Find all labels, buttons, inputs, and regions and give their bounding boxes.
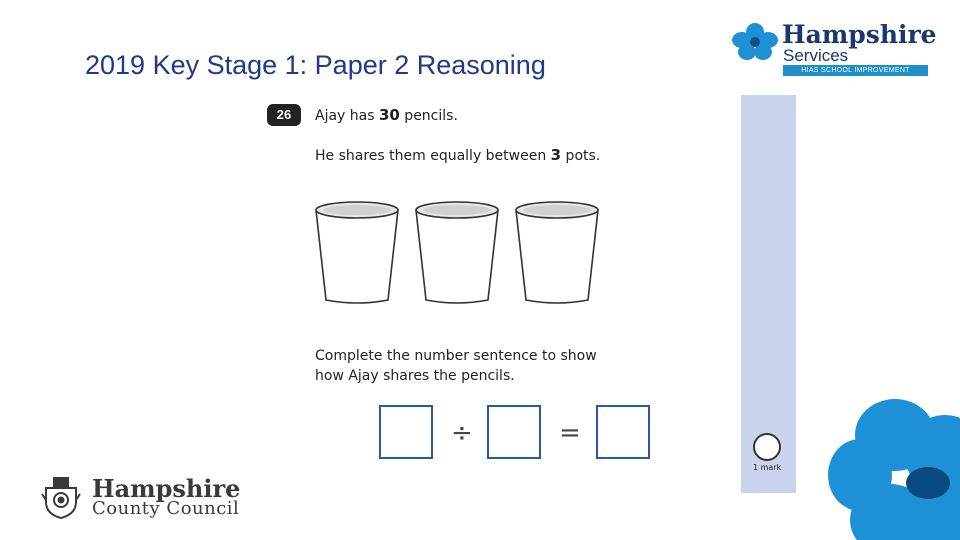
council-logo-sub: County Council xyxy=(92,498,240,519)
question-number-value: 30 xyxy=(378,106,400,124)
mark-circle xyxy=(753,433,781,461)
question-text: Ajay has xyxy=(315,108,379,124)
slide-title: 2019 Key Stage 1: Paper 2 Reasoning xyxy=(85,50,546,80)
answer-box-divisor[interactable] xyxy=(487,405,541,459)
question-number-value: 3 xyxy=(550,146,562,164)
question-number-badge: 26 xyxy=(267,104,301,126)
pot-icon xyxy=(516,202,598,303)
pot-icon xyxy=(416,202,498,303)
services-logo-band: HIAS SCHOOL IMPROVEMENT xyxy=(783,65,928,76)
answer-box-result[interactable] xyxy=(596,405,650,459)
pot-icon xyxy=(316,202,398,303)
services-logo-sub: Services xyxy=(783,46,849,65)
divide-symbol: ÷ xyxy=(451,418,473,448)
question-line-2 xyxy=(315,146,600,164)
pots-illustration xyxy=(312,198,604,308)
decorative-flower-icon xyxy=(820,395,960,540)
flower-icon xyxy=(730,22,780,62)
question-line-1 xyxy=(315,106,458,124)
mark-label: 1 mark xyxy=(753,463,782,472)
question-text: pencils. xyxy=(399,108,458,124)
crest-icon xyxy=(40,476,82,520)
equals-symbol: = xyxy=(559,418,581,448)
instruction-line-1: Complete the number sentence to show xyxy=(315,348,597,364)
instruction-line-2: how Ajay shares the pencils. xyxy=(315,368,515,384)
question-text: He shares them equally between xyxy=(315,148,551,164)
services-logo-name: Hampshire xyxy=(782,20,937,49)
question-text: pots. xyxy=(561,148,601,164)
hampshire-services-logo xyxy=(730,20,937,80)
council-logo-name: Hampshire xyxy=(92,474,241,503)
answer-box-dividend[interactable] xyxy=(379,405,433,459)
